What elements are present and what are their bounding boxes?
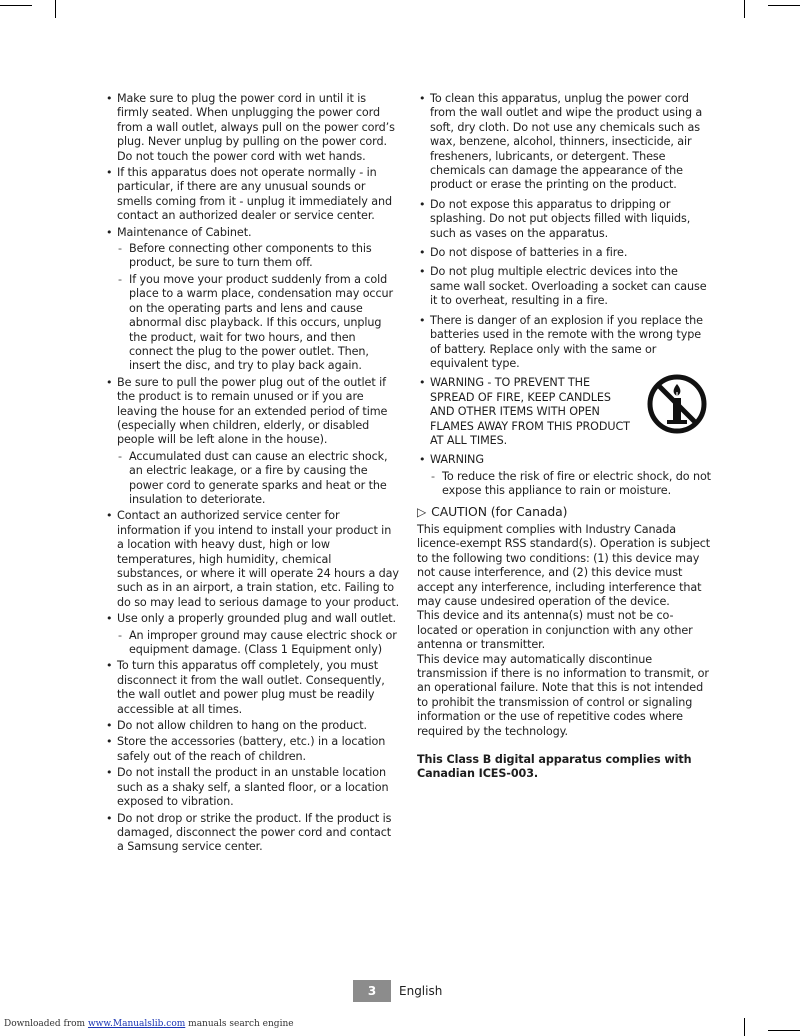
sub-item <box>117 450 400 508</box>
download-footer <box>4 1019 294 1029</box>
crop-mark-bottom-right-v <box>744 1018 745 1036</box>
item-text: Be sure to pull the power plug out of the outlet if the product is to remain unused or if you are leaving the house for an extended period of time (especially when children, elderly, or disabled people will be left alone in the house). <box>117 375 388 447</box>
item-text: Contact an authorized service center for information if you intend to install your product in a location with heavy dust, high or low temperatures, high humidity, chemical substances, or where it will operate 24 hours a day such as in an airport, a train station, etc. Failing to do so may lead to serious damage to your product. <box>117 509 400 609</box>
item-text: If this apparatus does not operate normally - in particular, if there are any unusual sounds or smells coming from it - unplug it immediately and contact an authorized dealer or service center. <box>117 166 392 223</box>
item-text: Maintenance of Cabinet. <box>117 225 252 239</box>
warning-moisture <box>417 453 711 498</box>
right-column <box>417 92 711 782</box>
item-text: To clean this apparatus, unplug the power cord from the wall outlet and wipe the product using a soft, dry cloth. Do not use any chemicals such as wax, benzene, alcohol, thinners, insecticide, air fresheners, lubricants, or detergent. These chemicals can damage the appearance of the product or erase the printing on the product. <box>430 92 703 192</box>
crop-mark-top-left-h <box>0 5 32 6</box>
item-text: To turn this apparatus off completely, you must disconnect it from the wall outlet. Consequently, the wall outlet and power plug must be readily accessible at all times. <box>117 659 385 716</box>
warning-flames-text: WARNING - TO PREVENT THE SPREAD OF FIRE, KEEP CANDLES AND OTHER ITEMS WITH OPEN FLAMES AWAY FROM THIS PRODUCT AT ALL TIMES. <box>430 376 630 447</box>
ices-note: This Class B digital apparatus complies with Canadian ICES-003. <box>417 753 692 781</box>
item-text: Do not dispose of batteries in a fire. <box>430 246 628 260</box>
item-text: Do not expose this apparatus to dripping or splashing. Do not put objects filled with liquids, such as vases on the apparatus. <box>430 197 691 240</box>
no-open-flame-icon <box>645 372 709 436</box>
sub-item-text: Before connecting other components to this product, be sure to turn them off. <box>129 242 372 270</box>
caution-paragraph: This equipment complies with Industry Canada licence-exempt RSS standard(s). Operation is subject to the following two conditions: (1) this device may not cause interference, and (2) this device must accept any interference, including interference that may cause undesired operation of the device. <box>417 522 711 608</box>
page-language: English <box>399 984 443 998</box>
left-column <box>104 92 400 857</box>
sub-item <box>117 629 400 658</box>
item-text: Do not allow children to hang on the product. <box>117 719 367 733</box>
safety-item-overload <box>417 265 711 308</box>
crop-mark-bottom-right-h <box>768 1030 800 1031</box>
sub-item-text: To reduce the risk of fire or electric shock, do not expose this appliance to rain or moisture. <box>442 469 711 498</box>
sub-item <box>430 470 711 499</box>
caution-heading <box>417 505 711 519</box>
item-text: Use only a properly grounded plug and wall outlet. <box>117 612 396 626</box>
safety-item-service-center <box>104 509 400 610</box>
safety-item-grounded-plug <box>104 612 400 657</box>
sub-item-text: Accumulated dust can cause an electric shock, an electric leakage, or a fire by causing the power cord to generate sparks and heat or the insulation to deteriorate. <box>129 449 388 506</box>
crop-mark-top-left-v <box>55 0 56 18</box>
page-number: 3 <box>353 980 391 1002</box>
safety-item-drop-strike <box>104 812 400 855</box>
crop-mark-top-right-h <box>768 5 800 6</box>
safety-item-battery-explosion <box>417 314 711 372</box>
caution-paragraph: This device may automatically discontinue transmission if there is no information to transmit, or an operational failure. Note that this is not intended to prohibit the transmission of control or signaling information or the use of repetitive codes where required by the technology. <box>417 652 709 738</box>
warning-open-flames <box>417 376 711 448</box>
safety-item-cabinet <box>104 226 400 374</box>
safety-item-batteries-fire <box>417 246 711 260</box>
safety-item-abnormal-operation <box>104 166 400 224</box>
safety-item-unplug-unused <box>104 376 400 508</box>
item-text: Do not drop or strike the product. If the product is damaged, disconnect the power cord and contact a Samsung service center. <box>117 811 392 854</box>
item-text: Do not install the product in an unstable location such as a shaky self, a slanted floor, or a location exposed to vibration. <box>117 766 389 809</box>
sub-item-text: An improper ground may cause electric shock or equipment damage. (Class 1 Equipment only) <box>129 628 397 657</box>
item-text: Do not plug multiple electric devices into the same wall socket. Overloading a socket can cause it to overheat, resulting in a fire. <box>430 265 707 308</box>
sub-item <box>117 273 400 374</box>
sub-item-text: If you move your product suddenly from a cold place to a warm place, condensation may occur on the operating parts and lens and cause abnormal disc playback. If this occurs, unplug the product, wait for two hours, and then connect the plug to the power outlet. Then, insert the disc, and try to play back again. <box>129 272 394 373</box>
safety-item-children <box>104 719 400 733</box>
item-text: There is danger of an explosion if you replace the batteries used in the remote with the wrong type of battery. Replace only with the same or equivalent type. <box>430 313 703 370</box>
item-text: Store the accessories (battery, etc.) in a location safely out of the reach of children. <box>117 735 386 763</box>
safety-item-accessories <box>104 735 400 764</box>
caution-heading-text: CAUTION (for Canada) <box>431 503 568 519</box>
safety-item-cleaning <box>417 92 711 193</box>
footer-suffix: manuals search engine <box>188 1019 294 1029</box>
safety-item-dripping <box>417 198 711 241</box>
manualslib-link[interactable]: www.Manualslib.com <box>87 1019 186 1029</box>
triangle-right-icon: ▷ <box>417 504 427 519</box>
safety-item-plug-seated <box>104 92 400 164</box>
safety-item-unstable-location <box>104 766 400 809</box>
warning-label: WARNING <box>430 453 484 467</box>
footer-prefix: Downloaded from <box>4 1019 86 1029</box>
sub-item <box>117 242 400 271</box>
caution-paragraph: This device and its antenna(s) must not be co-located or operation in conjunction with any other antenna or transmitter. <box>417 609 693 652</box>
item-text: Make sure to plug the power cord in until it is firmly seated. When unplugging the power cord from a wall outlet, always pull on the power cord’s plug. Never unplug by pulling on the power cord. Do not touch the power cord with wet hands. <box>117 92 395 163</box>
safety-item-turn-off <box>104 659 400 717</box>
crop-mark-top-right-v <box>744 0 745 18</box>
